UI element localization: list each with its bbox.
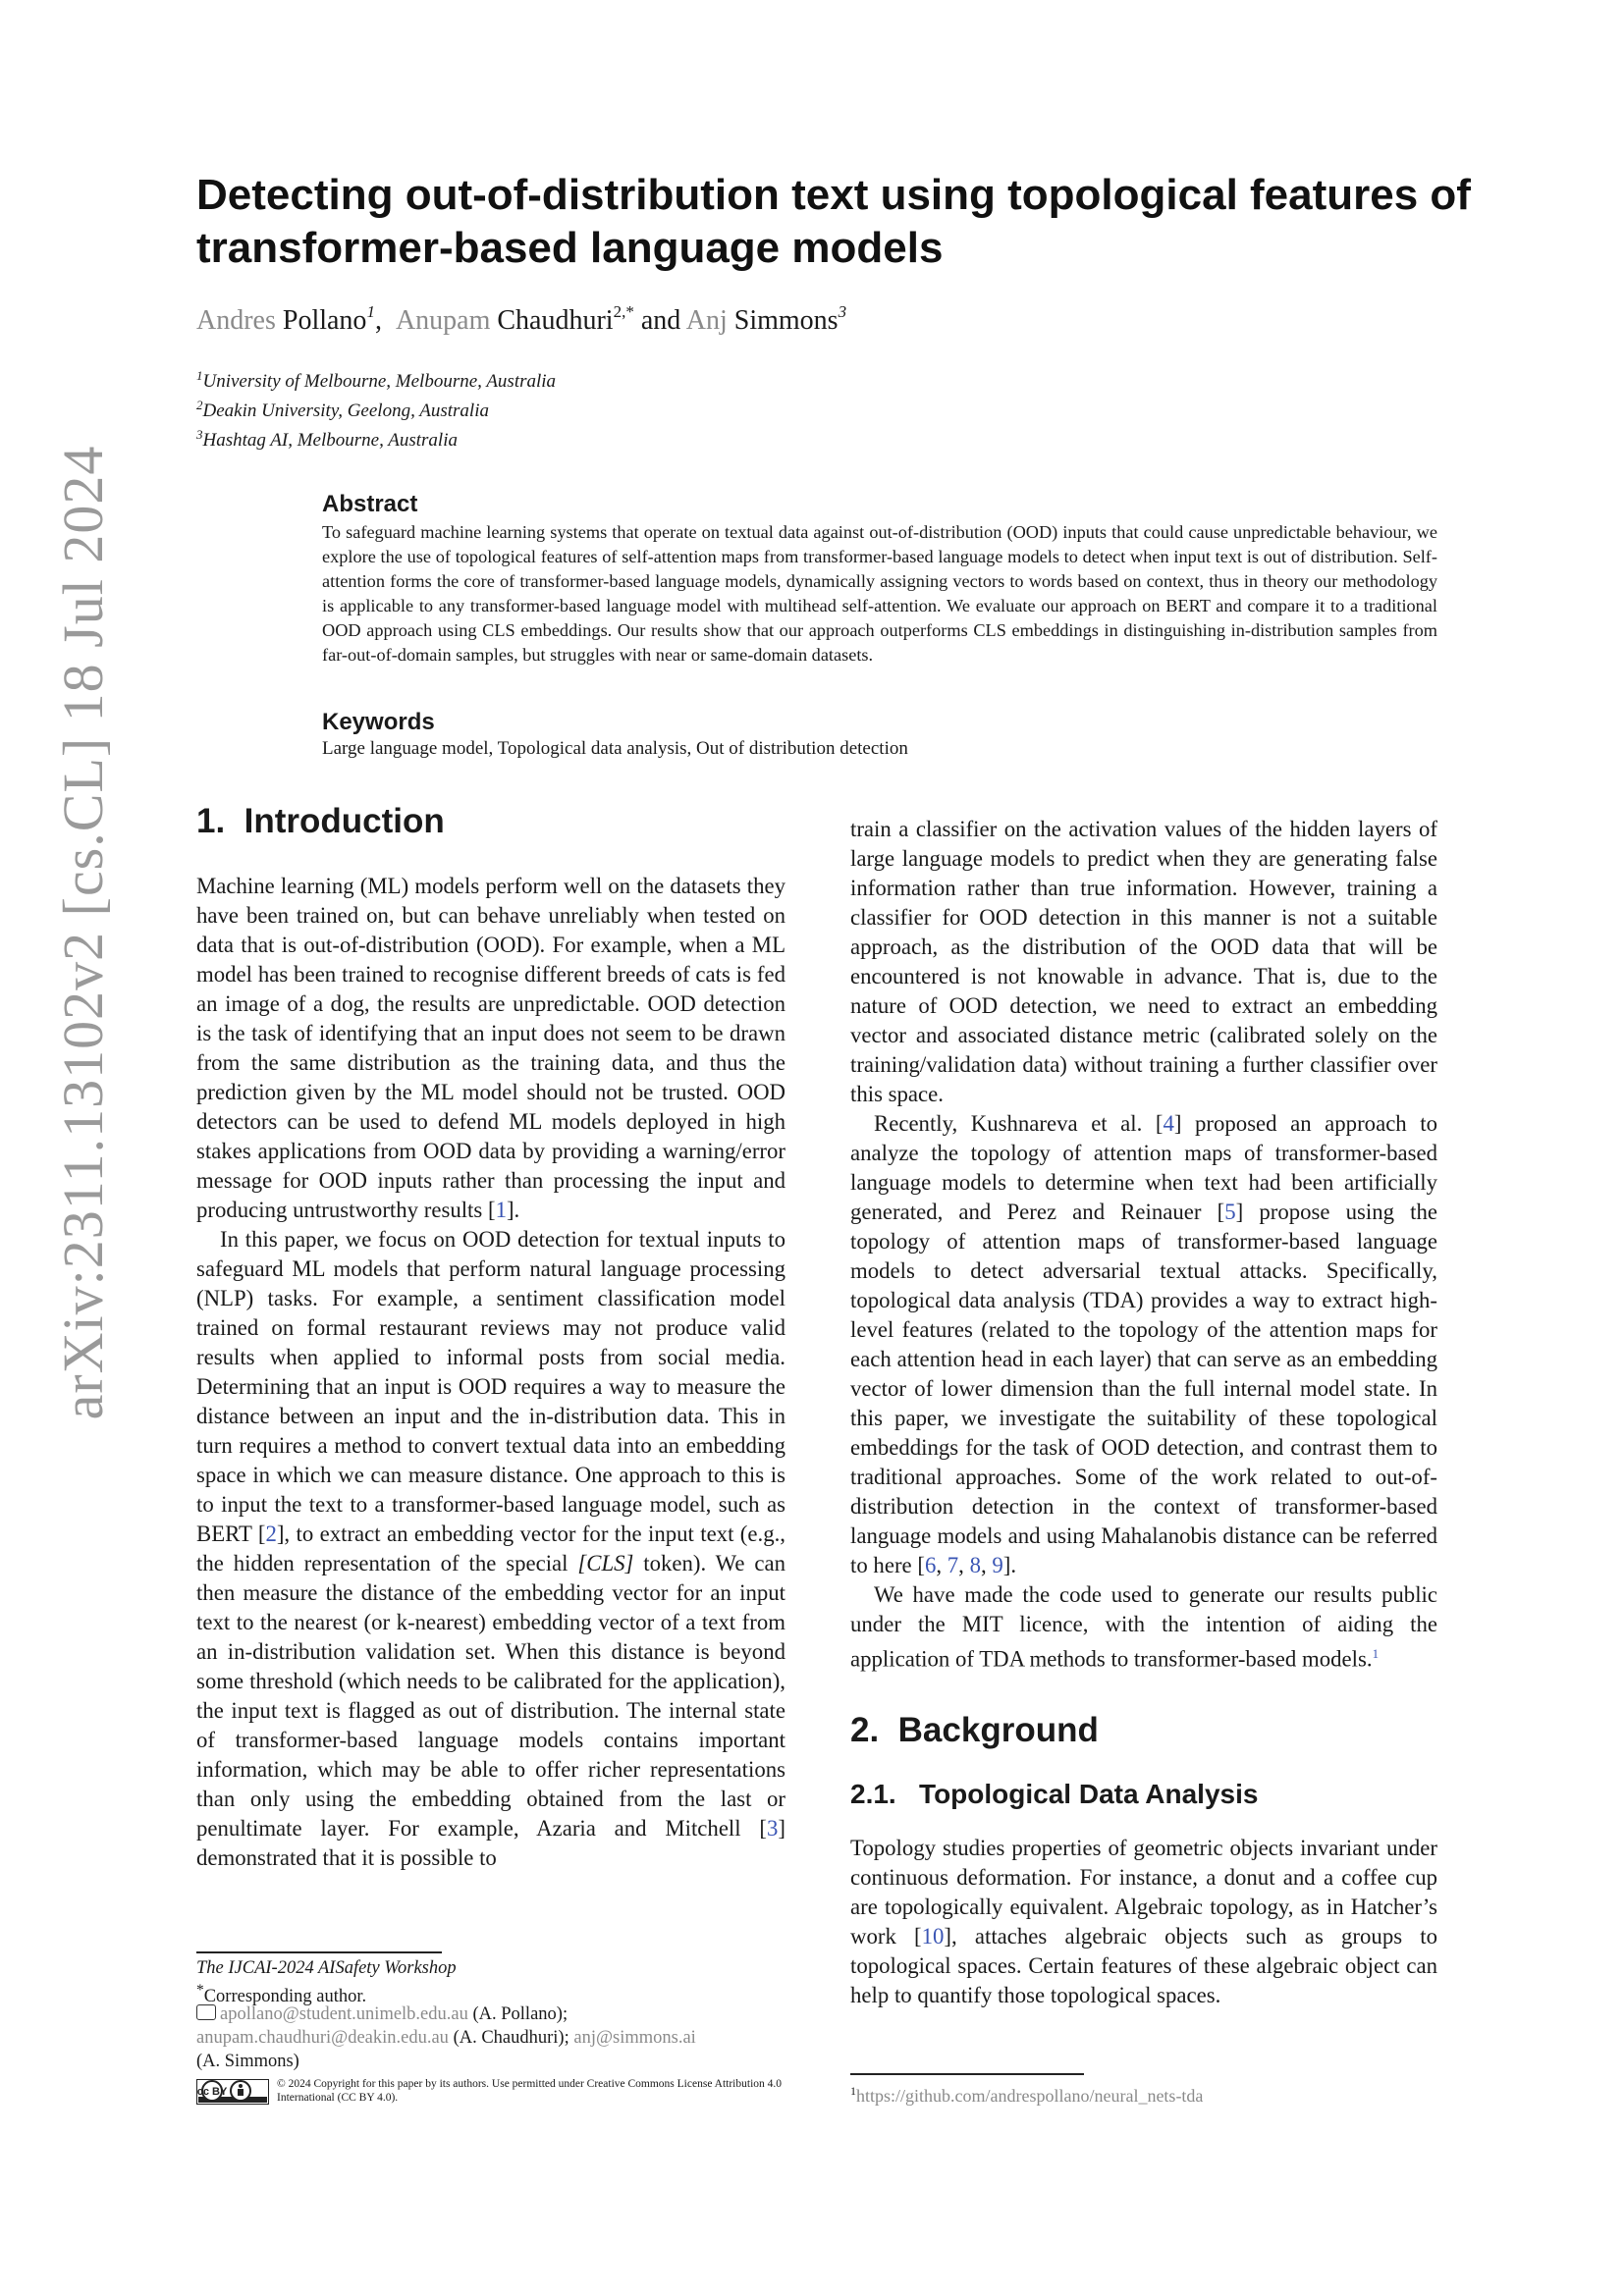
affiliation-text: University of Melbourne, Melbourne, Australia (202, 371, 557, 392)
code-url-link[interactable]: https://github.com/andrespollano/neural_nets-tda (856, 2086, 1204, 2106)
license-text: © 2024 Copyright for this paper by its authors. Use permitted under Creative Commons License Attribution 4.0 International (CC BY 4.0). (277, 2078, 783, 2104)
footnote-rule (850, 2073, 1084, 2075)
paragraph-text: ] demonstrated that it is possible to (196, 1816, 785, 1870)
citation-link[interactable]: 6 (924, 1553, 937, 1577)
cc-badge-text: cc BY (196, 2086, 228, 2098)
footnote-rule (196, 1951, 442, 1953)
intro-paragraph (196, 872, 785, 1225)
author-first-name: Anupam (395, 305, 491, 336)
background-text (850, 1834, 1437, 2010)
citation-link[interactable]: 2 (265, 1522, 277, 1546)
footnote-code-url (850, 2079, 1203, 2108)
author-first-name: Anj (685, 305, 728, 336)
paragraph-text: Topology studies properties of geometric objects invariant under continuous deformation. For instance, a donut and a coffee cup are topologically equivalent. Algebraic topology, as in Hatcher’s work [ (850, 1836, 1437, 1949)
affiliation (196, 368, 556, 393)
paragraph-text: ]. (506, 1198, 520, 1222)
citation-link[interactable]: 7 (947, 1553, 959, 1577)
citation-link[interactable]: 5 (1224, 1200, 1236, 1224)
affiliation-number: 3 (196, 427, 203, 442)
paragraph-text: ] proposed an approach to analyze the topology of attention maps of transformer-based language models to determine when text had been artificially generated, and Perez and Reinauer [ (850, 1111, 1437, 1224)
email-link[interactable]: anupam.chaudhuri@deakin.edu.au (196, 2028, 449, 2048)
footnote-link[interactable]: 1 (1372, 1646, 1380, 1661)
author-affiliation-mark: 2,* (613, 302, 634, 321)
author-last-name: Simmons (733, 305, 839, 336)
email-owner: (A. Pollano); (472, 2004, 568, 2024)
email-link[interactable]: anj@simmons.ai (573, 2028, 696, 2048)
paragraph-text: token). We can then measure the distance of the embedding vector for an input text to the nearest (or k-nearest) embedding vector of a text from an in-distribution validation set. When this distance is beyond some threshold (which needs to be calibrated for the application), the input text is flagged as out of distribution. The internal state of transformer-based language models contains important information, which may be able to offer richer representations than only using the embedding obtained from the last or penultimate layer. For example, Azaria and Mitchell [ (196, 1551, 785, 1841)
right-column (850, 815, 1437, 1675)
citation-link[interactable]: 8 (969, 1553, 981, 1577)
keywords-heading: Keywords (322, 709, 435, 735)
background-paragraph (850, 1834, 1437, 2010)
abstract-heading: Abstract (322, 491, 418, 517)
section-heading-introduction (196, 802, 445, 841)
section-heading-background (850, 1711, 1099, 1750)
intro-paragraph (196, 1225, 785, 1873)
author-and: and (640, 305, 681, 336)
paragraph-text: ]. (1002, 1553, 1017, 1577)
affiliation (196, 398, 489, 422)
citation-link[interactable]: 9 (992, 1553, 1003, 1577)
footnote-emails (196, 2050, 299, 2073)
paragraph-text: ], attaches algebraic objects such as groups to topological spaces. Certain features of these algebraic object can help to quantify those topological spaces. (850, 1924, 1437, 2007)
paragraph-text: Machine learning (ML) models perform well on the datasets they have been trained on, but can behave unreliably when tested on data that is out-of-distribution (OOD). For example, when a ML model has been trained to recognise different breeds of cats is fed an image of a dog, the results are unpredictable. OOD detection is the task of identifying that an input does not seem to be drawn from the same distribution as the training data, and thus the prediction given by the ML model should not be trusted. OOD detectors can be used to defend ML models deployed in high stakes applications from OOD data by providing a warning/error message for OOD inputs rather than processing the input and producing untrustworthy results [ (196, 874, 785, 1222)
section-title: Introduction (244, 802, 445, 840)
footnote-workshop: The IJCAI-2024 AISafety Workshop (196, 1958, 457, 1978)
citation-link[interactable]: 3 (767, 1816, 779, 1841)
paper-title: Detecting out-of-distribution text using topological features of transformer-based language models (196, 171, 1471, 272)
cls-token: [CLS] (577, 1551, 634, 1575)
email-owner: (A. Simmons) (196, 2052, 299, 2071)
affiliation-number: 1 (196, 368, 203, 383)
citation-link[interactable]: 10 (921, 1924, 945, 1949)
subsection-number: 2.1. (850, 1779, 896, 1809)
intro-paragraph (850, 1580, 1437, 1675)
affiliation-number: 2 (196, 398, 203, 412)
citation-separator: , (958, 1553, 970, 1577)
arxiv-side-stamp: arXiv:2311.13102v2 [cs.CL] 18 Jul 2024 (51, 445, 115, 1420)
paragraph-text: ], to extract an embedding vector for the input text (e.g., the hidden representation of the special (196, 1522, 785, 1575)
section-title: Background (897, 1711, 1099, 1749)
email-owner: (A. Chaudhuri); (453, 2028, 569, 2048)
paragraph-text: We have made the code used to generate our results public under the MIT licence, with the intention of aiding the application of TDA methods to transformer-based models. (850, 1582, 1437, 1672)
footnote-emails (196, 2002, 568, 2026)
subsection-title: Topological Data Analysis (919, 1779, 1259, 1809)
left-column (196, 872, 785, 1873)
paragraph-text: ] propose using the topology of attention maps of transformer-based language models to detect adversarial textual attacks. Specifically, topological data analysis (TDA) provides a way to extract high-level features (related to the topology of the attention maps for each attention head in each layer) that can serve as an embedding vector of lower dimension than the full internal model state. In this paper, we investigate the suitability of these topological embeddings for the task of OOD detection, and contrast them to traditional approaches. Some of the work related to out-of-distribution detection in the context of transformer-based language models and using Mahalanobis distance can be referred to here [ (850, 1200, 1437, 1577)
section-number: 1. (196, 802, 226, 840)
author-line (196, 302, 846, 337)
paragraph-text: In this paper, we focus on OOD detection for textual inputs to safeguard ML models that perform natural language processing (NLP) tasks. For example, a sentiment classification model trained on formal restaurant reviews may not produce valid results when applied to informal posts from social media. Determining that an input is OOD requires a way to measure the distance between an input and the in-distribution data. This in turn requires a method to convert textual data into an embedding space in which we can measure distance. One approach to this is to input the text to a transformer-based language model, such as BERT [ (196, 1227, 785, 1546)
subsection-heading-tda (850, 1779, 1258, 1810)
corresponding-mark: * (196, 1982, 204, 1999)
keywords-text: Large language model, Topological data analysis, Out of distribution detection (322, 738, 908, 759)
author-last-name: Chaudhuri (497, 305, 614, 336)
cc-by-license-icon (196, 2079, 269, 2105)
citation-link[interactable]: 4 (1163, 1111, 1174, 1136)
footnote-number: 1 (850, 2084, 856, 2098)
abstract-text: To safeguard machine learning systems that operate on textual data against out-of-distribution (OOD) inputs that could cause unpredictable behaviour, we explore the use of topological features of self-attention maps from transformer-based language models to detect when input text is out of distribution. Self-attention forms the core of transformer-based language models, dynamically assigning vectors to words based on context, thus in theory our methodology is applicable to any transformer-based language model with multihead self-attention. We evaluate our approach on BERT and compare it to a traditional OOD approach using CLS embeddings. Our results show that our approach outperforms CLS embeddings in distinguishing in-distribution samples from far-out-of-domain samples, but struggles with near or same-domain datasets. (322, 522, 1437, 665)
citation-separator: , (980, 1553, 993, 1577)
corresponding-text: Corresponding author. (203, 1987, 367, 2007)
author-last-name: Pollano (282, 305, 367, 336)
author-affiliation-mark: 1 (366, 302, 375, 321)
intro-paragraph: train a classifier on the activation values of the hidden layers of large language models to predict when they are generating false information rather than true information. However, training a classifier for OOD detection in this manner is not a suitable approach, as the distribution of the OOD data that will be encountered is not knowable in advance. That is, due to the nature of OOD detection, we need to extract an embedding vector and associated distance metric (calibrated solely on the training/validation data) without training a further classifier over this space. (850, 817, 1437, 1106)
paragraph-text: Recently, Kushnareva et al. [ (874, 1111, 1164, 1136)
author-first-name: Andres (196, 305, 276, 336)
affiliation-text: Hashtag AI, Melbourne, Australia (202, 430, 458, 451)
email-link[interactable]: apollano@student.unimelb.edu.au (220, 2004, 468, 2024)
footnote-emails (196, 2026, 696, 2050)
citation-link[interactable]: 1 (495, 1198, 507, 1222)
citation-separator: , (936, 1553, 947, 1577)
affiliation (196, 427, 458, 452)
affiliation-text: Deakin University, Geelong, Australia (202, 400, 489, 421)
intro-paragraph (850, 1109, 1437, 1580)
envelope-icon (196, 2004, 216, 2020)
author-affiliation-mark: 3 (838, 302, 847, 321)
author-separator: , (374, 305, 382, 336)
section-number: 2. (850, 1711, 880, 1749)
